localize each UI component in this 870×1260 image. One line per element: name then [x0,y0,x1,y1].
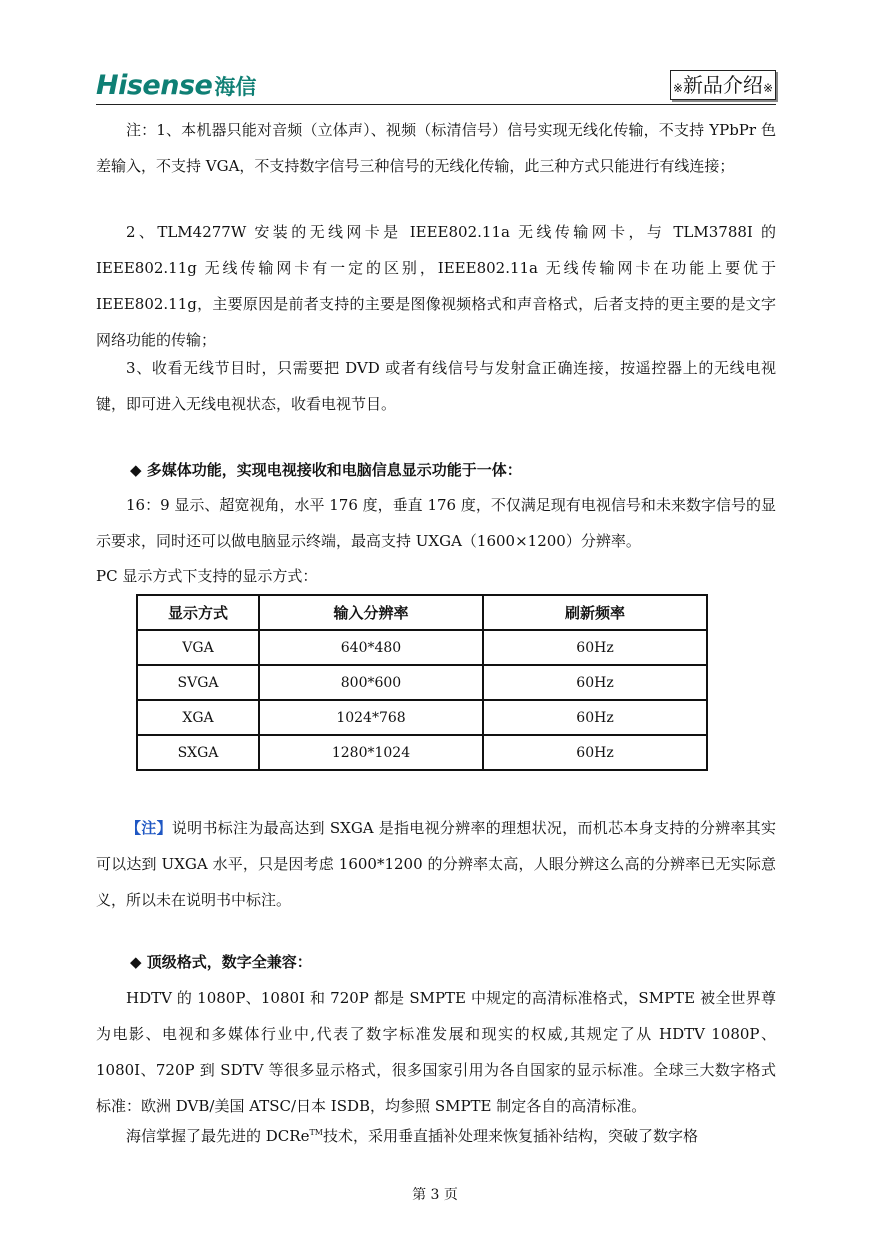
multimedia-heading: ◆ 多媒体功能，实现电视接收和电脑信息显示功能于一体： [130,461,522,479]
logo-text-cn: 海信 [214,75,257,99]
cell-refresh: 60Hz [483,735,707,770]
header-display-mode: 显示方式 [137,595,259,630]
cell-mode: VGA [137,630,259,665]
note-3-paragraph: 3、收看无线节目时，只需要把 DVD 或者有线信号与发射盒正确连接，按遥控器上的无线电视键，即可进入无线电视状态，收看电视节目。 [96,359,776,413]
cell-mode: XGA [137,700,259,735]
page-header [96,66,776,106]
cell-refresh: 60Hz [483,700,707,735]
badge-mark-right: ※ [762,81,773,95]
format-paragraph-1: HDTV 的 1080P、1080I 和 720P 都是 SMPTE 中规定的高清标准格式，SMPTE 被全世界尊为电影、电视和多媒体行业中,代表了数字标准发展和现实的权威,其规定了从 HDTV 1080P、1080I、720P 到 SDTV 等很多显示格式，很多国家引用为各自国家的显示标准。全球三大数字格式标准：欧洲 DVB/美国 ATSC/日本 ISDB，均参照 SMPTE 制定各自的高清标准。 [96,989,776,1115]
cell-resolution: 800*600 [259,665,483,700]
header-refresh-rate: 刷新频率 [483,595,707,630]
cell-resolution: 640*480 [259,630,483,665]
table-row [137,700,707,735]
hisense-logo [96,70,256,100]
badge-mark-left: ※ [672,81,683,95]
note-1-paragraph: 注：1、本机器只能对音频（立体声）、视频（标清信号）信号实现无线化传输，不支持 YPbPr 色差输入，不支持 VGA，不支持数字信号三种信号的无线化传输，此三种方式只能进行有线连接； [96,121,776,175]
format-paragraph-2-start: 海信掌握了最先进的 DCRe [126,1127,310,1145]
table-row [137,735,707,770]
trademark-mark: TM [309,1128,323,1137]
table-row [137,630,707,665]
format-heading: ◆ 顶级格式，数字全兼容： [130,953,312,971]
header-input-resolution: 输入分辨率 [259,595,483,630]
note-body: 说明书标注为最高达到 SXGA 是指电视分辨率的理想状况，而机芯本身支持的分辨率其实可以达到 UXGA 水平，只是因考虑 1600*1200 的分辨率太高，人眼分辨这么高的分辨率已无实际意义，所以未在说明书中标注。 [96,819,776,909]
header-rule [96,104,776,105]
note-label: 【注】 [126,819,172,837]
cell-mode: SXGA [137,735,259,770]
cell-resolution: 1024*768 [259,700,483,735]
multimedia-paragraph: 16：9 显示、超宽视角，水平 176 度，垂直 176 度，不仅满足现有电视信号和未来数字信号的显示要求，同时还可以做电脑显示终端，最高支持 UXGA（1600×1200）分辨率。 [96,496,776,550]
cell-refresh: 60Hz [483,630,707,665]
cell-refresh: 60Hz [483,665,707,700]
new-product-badge [670,70,776,100]
pc-display-modes-table [136,594,708,771]
format-paragraph-2-end: 技术，采用垂直插补处理来恢复插补结构，突破了数字格 [322,1127,698,1145]
table-header-row [137,595,707,630]
page-number: 第 3 页 [412,1187,458,1203]
pc-modes-intro: PC 显示方式下支持的显示方式： [96,567,318,585]
cell-resolution: 1280*1024 [259,735,483,770]
badge-text: 新品介绍 [682,73,763,97]
table-row [137,665,707,700]
format-paragraph-2 [96,1118,776,1154]
note-2-paragraph: 2、TLM4277W 安装的无线网卡是 IEEE802.11a 无线传输网卡，与 TLM3788I 的IEEE802.11g 无线传输网卡有一定的区别，IEEE802.11a 无线传输网卡在功能上要优于IEEE802.11g，主要原因是前者支持的主要是图像视频格式和声音格式，后者支持的更主要的是文字网络功能的传输； [96,223,776,349]
resolution-note-paragraph [96,810,776,918]
cell-mode: SVGA [137,665,259,700]
logo-text-en: Hisense [96,70,213,101]
